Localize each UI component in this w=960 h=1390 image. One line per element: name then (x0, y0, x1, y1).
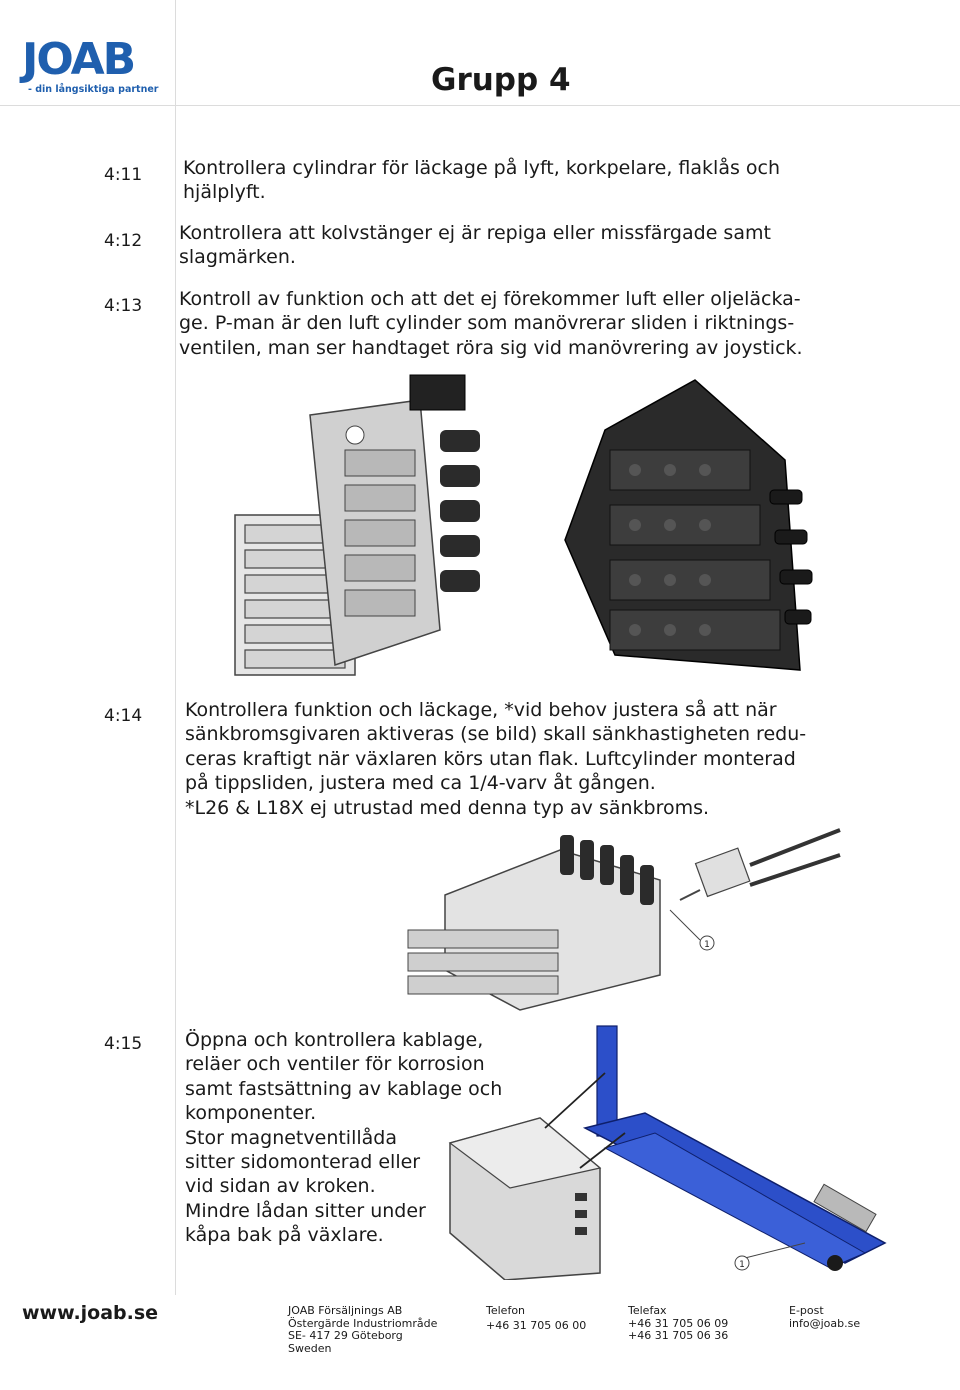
footer-email (789, 1305, 860, 1330)
email-label: E-post (789, 1304, 824, 1317)
item-text: Kontrollera funktion och läckage, *vid behov justera så att när sänkbromsgivaren aktiveras (se bild) skall sänkhastigheten redu- ceras kraftigt när växlaren körs utan flak. Luftcylinder monterad på tippsliden, justera med ca 1/4-varv åt gången. *L26 & L18X ej utrustad med denna typ av sänkbroms. (185, 699, 807, 819)
item-text: Kontrollera att kolvstänger ej är repiga eller missfärgade samt slagmärken. (179, 222, 771, 269)
phone-number: +46 31 705 06 00 (486, 1318, 587, 1332)
item-text: Öppna och kontrollera kablage, reläer och ventiler för korrosion samt fastsättning av kablage och komponenter. Stor magnetventillåda sitter sidomonterad eller vid sidan av kroken. Mindre lådan sitter under kåpa bak på växlare. (185, 1029, 503, 1247)
email-address[interactable]: info@joab.se (789, 1316, 861, 1330)
grey-valve-block (235, 375, 480, 675)
address-line: Östergärde Industriområde (288, 1316, 438, 1330)
fax-number: +46 31 705 06 09 (628, 1316, 729, 1330)
callout-line (745, 1243, 805, 1258)
joab-logo (22, 34, 162, 98)
valve-blocks-figure (225, 370, 815, 690)
logo-wordmark: JOAB (22, 34, 135, 85)
item-text: Kontroll av funktion och att det ej förekommer luft eller oljeläcka- ge. P-man är den luft cylinder som manövrerar sliden i riktnings- ventilen, man ser handtaget röra sig vid manövrering av joystick. (179, 288, 803, 359)
item-number: 4:14 (104, 706, 143, 726)
item-text: Kontrollera cylindrar för läckage på lyft, korkpelare, flaklås och hjälplyft. (183, 157, 781, 204)
magnet-valve-box (450, 1118, 600, 1280)
black-valve-block (565, 380, 812, 670)
callout-number: 1 (739, 1260, 745, 1270)
fax-label: Telefax (628, 1304, 667, 1317)
fax-number: +46 31 705 06 36 (628, 1329, 729, 1343)
company-name: JOAB Försäljnings AB (288, 1304, 403, 1317)
footer-phone (486, 1305, 586, 1332)
air-cylinder-parts (680, 830, 840, 900)
hook-frame-figure (445, 1018, 895, 1280)
website-link[interactable]: www.joab.se (22, 1302, 159, 1324)
item-number: 4:11 (104, 165, 143, 185)
phone-label: Telefon (486, 1304, 526, 1317)
blue-hook-frame (585, 1026, 885, 1271)
logo-tagline: - din långsiktiga partner (28, 84, 159, 95)
margin-divider (175, 0, 176, 1295)
callout-number: 1 (704, 940, 710, 950)
page-title: Grupp 4 (431, 62, 571, 98)
address-line: Sweden (288, 1341, 332, 1355)
callout-line (670, 910, 700, 940)
header-divider (0, 105, 960, 106)
footer-fax (628, 1305, 728, 1343)
item-number: 4:15 (104, 1034, 143, 1054)
item-number: 4:13 (104, 296, 143, 316)
address-line: SE- 417 29 Göteborg (288, 1329, 403, 1343)
exploded-valve-block (408, 835, 660, 1010)
item-number: 4:12 (104, 231, 143, 251)
footer-address (288, 1305, 437, 1355)
leader-line (545, 1073, 605, 1128)
brake-sensor-figure (400, 810, 850, 1020)
